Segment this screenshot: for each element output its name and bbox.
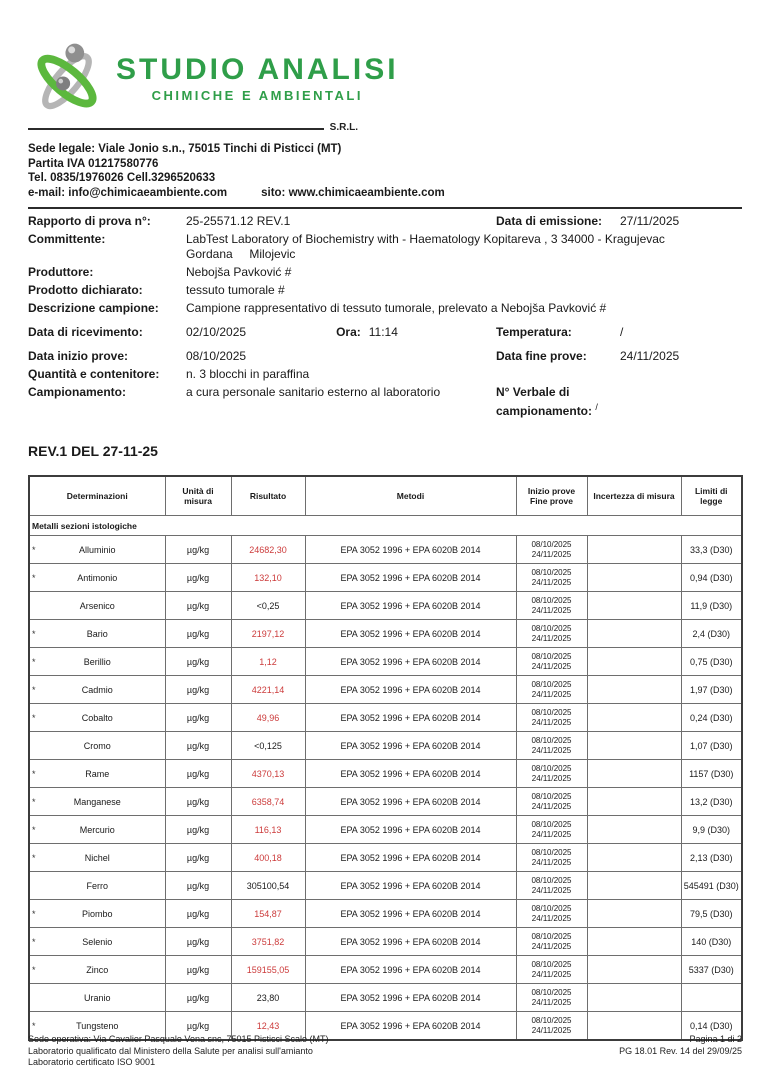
table-row [29,676,742,704]
analyte-name: Berillio [83,656,111,667]
analyte-name-cell [29,676,165,704]
uncertainty-cell [587,760,681,788]
test-dates-cell: 08/10/2025 24/11/2025 [516,732,587,760]
declared-product-value: tessuto tumorale # [186,283,285,297]
company-name: STUDIO ANALISI [116,52,399,86]
exceeds-limit-marker: * [32,684,36,695]
table-row [29,648,742,676]
uncertainty-cell [587,536,681,564]
test-end-label: Data fine prove: [496,349,587,363]
method-cell: EPA 3052 1996 + EPA 6020B 2014 [305,564,516,592]
method-cell: EPA 3052 1996 + EPA 6020B 2014 [305,676,516,704]
unit-cell: µg/kg [165,648,231,676]
method-cell: EPA 3052 1996 + EPA 6020B 2014 [305,732,516,760]
method-cell: EPA 3052 1996 + EPA 6020B 2014 [305,956,516,984]
legal-limit-cell: 79,5 (D30) [681,900,742,928]
analyte-name-cell [29,732,165,760]
report-meta [28,214,742,419]
exceeds-limit-marker: * [32,908,36,919]
test-dates-cell: 08/10/2025 24/11/2025 [516,900,587,928]
uncertainty-cell [587,928,681,956]
uncertainty-cell [587,956,681,984]
method-cell: EPA 3052 1996 + EPA 6020B 2014 [305,816,516,844]
exceeds-limit-marker: * [32,936,36,947]
result-value: 400,18 [231,844,305,872]
unit-cell: µg/kg [165,564,231,592]
unit-cell: µg/kg [165,760,231,788]
result-value: 159155,05 [231,956,305,984]
exceeds-limit-marker: * [32,572,36,583]
analyte-name: Cadmio [81,684,113,695]
unit-cell: µg/kg [165,984,231,1012]
unit-cell: µg/kg [165,816,231,844]
exceeds-limit-marker: * [32,796,36,807]
lab-certification: Laboratorio certificato ISO 9001 [28,1057,156,1067]
revision-title: REV.1 DEL 27-11-25 [28,443,158,459]
test-dates-cell: 08/10/2025 24/11/2025 [516,928,587,956]
table-row [29,872,742,900]
analyte-name: Arsenico [79,600,115,611]
analyte-name-cell [29,928,165,956]
test-start-value: 08/10/2025 [186,349,247,363]
col-unit: Unità di misura [165,476,231,516]
sampling-report-value: / [595,402,598,412]
unit-cell: µg/kg [165,900,231,928]
legal-limit-cell: 0,94 (D30) [681,564,742,592]
lab-qualification: Laboratorio qualificato dal Ministero della Salute per analisi sull'amianto [28,1045,313,1056]
results-table-body [29,536,742,1041]
unit-cell: µg/kg [165,956,231,984]
table-row [29,900,742,928]
unit-cell: µg/kg [165,704,231,732]
legal-limit-cell: 1,97 (D30) [681,676,742,704]
table-row [29,620,742,648]
analyte-name-cell [29,564,165,592]
legal-limit-cell: 0,14 (D30) [681,1012,742,1041]
analyte-name: Zinco [86,964,109,975]
analyte-name: Selenio [82,936,113,947]
analyte-name-cell [29,788,165,816]
analyte-name-cell [29,620,165,648]
atom-orbits-icon [28,38,106,118]
analyte-name-cell [29,900,165,928]
table-row [29,704,742,732]
method-cell: EPA 3052 1996 + EPA 6020B 2014 [305,788,516,816]
uncertainty-cell [587,844,681,872]
exceeds-limit-marker: * [32,852,36,863]
result-value: <0,25 [231,592,305,620]
company-logo [28,36,742,120]
analyte-name-cell [29,956,165,984]
legal-limit-cell: 140 (D30) [681,928,742,956]
legal-limit-cell: 1157 (D30) [681,760,742,788]
unit-cell: µg/kg [165,872,231,900]
legal-limit-cell: 0,75 (D30) [681,648,742,676]
uncertainty-cell [587,592,681,620]
result-value: 132,10 [231,564,305,592]
method-cell: EPA 3052 1996 + EPA 6020B 2014 [305,984,516,1012]
website-text: sito: www.chimicaeambiente.com [261,186,445,199]
test-dates-cell: 08/10/2025 24/11/2025 [516,564,587,592]
table-row [29,592,742,620]
phone-numbers: Tel. 0835/1976026 Cell.3296520633 [28,172,216,184]
test-dates-cell: 08/10/2025 24/11/2025 [516,844,587,872]
producer-value: Nebojša Pavković # [186,265,292,279]
unit-cell: µg/kg [165,592,231,620]
result-value: 4370,13 [231,760,305,788]
issue-date-label: Data di emissione: [496,214,603,228]
operational-address: Sede operativa: Via Cavalier Pasquale Vena snc, 75015 Pisticci Scalo (MT) [28,1034,329,1044]
col-determinations: Determinazioni [29,476,165,516]
exceeds-limit-marker: * [32,964,36,975]
table-row [29,536,742,564]
uncertainty-cell [587,900,681,928]
legal-limit-cell: 9,9 (D30) [681,816,742,844]
sampling-label: Campionamento: [28,385,127,399]
header-divider [28,207,742,209]
page-footer [28,1034,742,1069]
analyte-name: Bario [86,628,108,639]
declared-product-label: Prodotto dichiarato: [28,283,143,297]
analyte-name: Tungsteno [76,1020,119,1031]
method-cell: EPA 3052 1996 + EPA 6020B 2014 [305,844,516,872]
col-methods: Metodi [305,476,516,516]
result-value: 24682,30 [231,536,305,564]
table-row [29,816,742,844]
unit-cell: µg/kg [165,536,231,564]
result-value: 3751,82 [231,928,305,956]
test-dates-cell: 08/10/2025 24/11/2025 [516,760,587,788]
test-dates-cell: 08/10/2025 24/11/2025 [516,872,587,900]
test-dates-cell: 08/10/2025 24/11/2025 [516,984,587,1012]
temperature-label: Temperatura: [496,325,572,339]
report-number-label: Rapporto di prova n°: [28,214,151,228]
client-value-line2: Gordana Milojevic [186,247,296,261]
exceeds-limit-marker: * [32,1020,36,1031]
legal-limit-cell: 11,9 (D30) [681,592,742,620]
analyte-name: Antimonio [77,572,118,583]
method-cell: EPA 3052 1996 + EPA 6020B 2014 [305,592,516,620]
analyte-name-cell [29,816,165,844]
srl-row [28,122,358,133]
uncertainty-cell [587,648,681,676]
unit-cell: µg/kg [165,788,231,816]
exceeds-limit-marker: * [32,656,36,667]
test-dates-cell: 08/10/2025 24/11/2025 [516,1012,587,1041]
result-value: 23,80 [231,984,305,1012]
document-reference: PG 18.01 Rev. 14 del 29/09/25 [619,1045,742,1056]
method-cell: EPA 3052 1996 + EPA 6020B 2014 [305,704,516,732]
method-cell: EPA 3052 1996 + EPA 6020B 2014 [305,620,516,648]
test-dates-cell: 08/10/2025 24/11/2025 [516,536,587,564]
test-dates-cell: 08/10/2025 24/11/2025 [516,816,587,844]
result-value: 154,87 [231,900,305,928]
test-dates-cell: 08/10/2025 24/11/2025 [516,704,587,732]
client-label: Committente: [28,232,106,246]
analyte-name-cell [29,984,165,1012]
exceeds-limit-marker: * [32,712,36,723]
analyte-name-cell [29,648,165,676]
uncertainty-cell [587,984,681,1012]
legal-address: Sede legale: Viale Jonio s.n., 75015 Tinchi di Pisticci (MT) [28,143,342,155]
result-value: 2197,12 [231,620,305,648]
logo-underline [28,128,324,130]
time-value: 11:14 [368,325,398,339]
legal-limit-cell: 13,2 (D30) [681,788,742,816]
table-row [29,788,742,816]
method-cell: EPA 3052 1996 + EPA 6020B 2014 [305,648,516,676]
result-value: 4221,14 [231,676,305,704]
col-result: Risultato [231,476,305,516]
test-dates-cell: 08/10/2025 24/11/2025 [516,648,587,676]
analyte-name: Rame [85,768,110,779]
analyte-name: Ferro [86,880,108,891]
time-label: Ora: [336,325,361,339]
exceeds-limit-marker: * [32,824,36,835]
result-value: 6358,74 [231,788,305,816]
sampling-value: a cura personale sanitario esterno al laboratorio [186,385,441,399]
test-dates-cell: 08/10/2025 24/11/2025 [516,592,587,620]
analyte-name: Mercurio [79,824,115,835]
result-value: 1,12 [231,648,305,676]
uncertainty-cell [587,704,681,732]
uncertainty-cell [587,816,681,844]
uncertainty-cell [587,788,681,816]
table-row [29,984,742,1012]
unit-cell: µg/kg [165,732,231,760]
receipt-date-label: Data di ricevimento: [28,325,143,339]
uncertainty-cell [587,676,681,704]
uncertainty-cell [587,872,681,900]
sampling-report-label: N° Verbale di campionamento: / [496,385,598,418]
analyte-name: Alluminio [78,544,116,555]
test-dates-cell: 08/10/2025 24/11/2025 [516,956,587,984]
page-number: Pagina 1 di 2 [689,1034,742,1044]
report-number-value: 25-25571.12 REV.1 [186,214,291,228]
result-value: 305100,54 [231,872,305,900]
analyte-name-cell [29,592,165,620]
unit-cell: µg/kg [165,928,231,956]
col-uncertainty: Incertezza di misura [587,476,681,516]
company-subtitle: CHIMICHE E AMBIENTALI [151,87,363,103]
analyte-name: Uranio [83,992,111,1003]
analyte-name: Cromo [83,740,111,751]
result-value: 12,43 [231,1012,305,1041]
legal-limit-cell: 0,24 (D30) [681,704,742,732]
legal-limit-cell: 33,3 (D30) [681,536,742,564]
producer-label: Produttore: [28,265,94,279]
col-test-dates: Inizio prove Fine prove [516,476,587,516]
method-cell: EPA 3052 1996 + EPA 6020B 2014 [305,536,516,564]
method-cell: EPA 3052 1996 + EPA 6020B 2014 [305,872,516,900]
table-row [29,564,742,592]
result-value: <0,125 [231,732,305,760]
analyte-name: Nichel [84,852,110,863]
issue-date-value: 27/11/2025 [620,214,680,228]
test-dates-cell: 08/10/2025 24/11/2025 [516,676,587,704]
analyte-name-cell [29,760,165,788]
result-value: 116,13 [231,816,305,844]
legal-limit-cell: 2,4 (D30) [681,620,742,648]
col-legal-limits: Limiti di legge [681,476,742,516]
srl-label: S.R.L. [329,122,358,133]
unit-cell: µg/kg [165,676,231,704]
sample-description-label: Descrizione campione: [28,301,159,315]
results-table [28,475,743,1041]
uncertainty-cell [587,620,681,648]
method-cell: EPA 3052 1996 + EPA 6020B 2014 [305,760,516,788]
quantity-label: Quantità e contenitore: [28,367,160,381]
analyte-name-cell [29,844,165,872]
table-row [29,956,742,984]
analyte-name: Manganese [73,796,121,807]
section-title: Metalli sezioni istologiche [29,516,742,536]
unit-cell: µg/kg [165,620,231,648]
analyte-name-cell [29,872,165,900]
contact-block [28,142,742,200]
section-row [29,516,742,536]
method-cell: EPA 3052 1996 + EPA 6020B 2014 [305,900,516,928]
analyte-name-cell [29,704,165,732]
table-row [29,844,742,872]
legal-limit-cell: 2,13 (D30) [681,844,742,872]
vat-number: Partita IVA 01217580776 [28,157,159,170]
uncertainty-cell [587,564,681,592]
test-start-label: Data inizio prove: [28,349,129,363]
legal-limit-cell: 545491 (D30) [681,872,742,900]
unit-cell: µg/kg [165,844,231,872]
quantity-value: n. 3 blocchi in paraffina [186,367,310,381]
table-row [29,928,742,956]
result-value: 49,96 [231,704,305,732]
unit-cell: µg/kg [165,1012,231,1041]
table-row [29,732,742,760]
test-end-value: 24/11/2025 [620,349,680,363]
exceeds-limit-marker: * [32,768,36,779]
analyte-name-cell [29,536,165,564]
table-header-row [29,476,742,516]
email-text: e-mail: info@chimicaeambiente.com [28,186,228,199]
legal-limit-cell: 5337 (D30) [681,956,742,984]
test-dates-cell: 08/10/2025 24/11/2025 [516,788,587,816]
table-row [29,760,742,788]
exceeds-limit-marker: * [32,628,36,639]
uncertainty-cell [587,732,681,760]
sample-description-value: Campione rappresentativo di tessuto tumorale, prelevato a Nebojša Pavković # [186,301,607,315]
temperature-value: / [620,325,624,339]
analyte-name: Cobalto [81,712,113,723]
analyte-name: Piombo [81,908,113,919]
legal-limit-cell [681,984,742,1012]
test-dates-cell: 08/10/2025 24/11/2025 [516,620,587,648]
legal-limit-cell: 1,07 (D30) [681,732,742,760]
method-cell: EPA 3052 1996 + EPA 6020B 2014 [305,1012,516,1041]
receipt-date-value: 02/10/2025 [186,325,247,339]
method-cell: EPA 3052 1996 + EPA 6020B 2014 [305,928,516,956]
client-value-line1: LabTest Laboratory of Biochemistry with - Haematology Kopitareva , 3 34000 - Kragujevac [186,232,665,246]
exceeds-limit-marker: * [32,544,36,555]
